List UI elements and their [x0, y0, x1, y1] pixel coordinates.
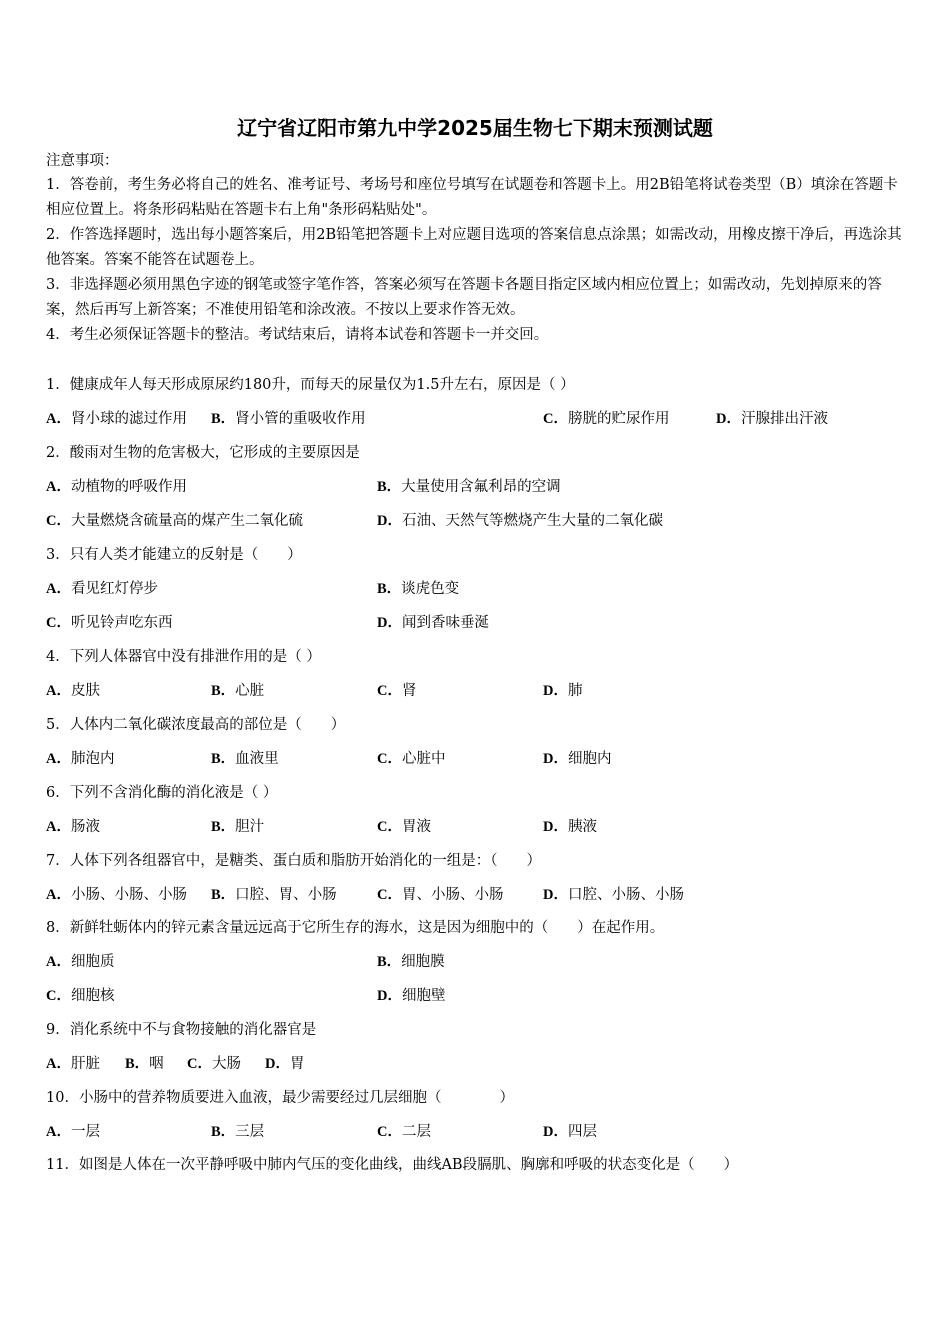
option-label: C．	[543, 411, 568, 427]
question-4-option-b[interactable]	[211, 681, 264, 701]
question-5-option-d[interactable]	[543, 749, 611, 769]
question-2-option-d[interactable]	[377, 511, 663, 531]
question-3-option-c[interactable]	[46, 613, 172, 633]
option-text: 胆汁	[235, 819, 265, 835]
question-6-option-d[interactable]	[543, 817, 597, 837]
option-text: 胃	[289, 1056, 305, 1072]
option-label: C．	[187, 1056, 212, 1072]
option-text: 胃、小肠、小肠	[401, 887, 504, 903]
option-label: C．	[377, 751, 402, 767]
question-9-option-b[interactable]	[125, 1054, 164, 1074]
question-7-option-d[interactable]	[543, 885, 684, 905]
question-8-option-b[interactable]	[377, 952, 445, 972]
option-text: 肺	[567, 683, 583, 699]
question-5-option-b[interactable]	[211, 749, 279, 769]
notice-item-2: 2．作答选择题时，选出每小题答案后，用2B铅笔把答题卡上对应题目选项的答案信息点涂黑；如需改动，用橡皮擦干净后，再选涂其他答案。答案不能答在试题卷上。	[46, 227, 902, 268]
option-label: A．	[46, 751, 71, 767]
option-label: C．	[46, 513, 71, 529]
question-5-option-c[interactable]	[377, 749, 445, 769]
notice-item-3: 3．非选择题必须用黑色字迹的钢笔或签字笔作答，答案必须写在答题卡各题目指定区域内相应位置上；如需改动，先划掉原来的答案，然后再写上新答案；不准使用铅笔和涂改液。不按以上要求作答无效。	[46, 277, 882, 318]
question-2-stem: 2．酸雨对生物的危害极大，它形成的主要原因是	[46, 445, 360, 461]
option-label: C．	[46, 988, 71, 1004]
option-text: 膀胱的贮尿作用	[567, 411, 670, 427]
question-4-option-c[interactable]	[377, 681, 416, 701]
option-text: 看见红灯停步	[70, 581, 158, 597]
option-label: D．	[543, 887, 568, 903]
option-label: B．	[377, 479, 402, 495]
option-label: C．	[377, 819, 402, 835]
question-11-stem: 11．如图是人体在一次平静呼吸中肺内气压的变化曲线，曲线AB段膈肌、胸廓和呼吸的状态变化是（ ）	[46, 1157, 739, 1173]
option-text: 肾小球的滤过作用	[70, 411, 187, 427]
question-6-stem: 6．下列不含消化酶的消化液是（ ）	[46, 785, 278, 801]
option-label: B．	[211, 411, 236, 427]
option-label: D．	[543, 683, 568, 699]
question-1-option-b[interactable]	[211, 409, 366, 429]
option-label: C．	[377, 1124, 402, 1140]
option-text: 二层	[401, 1124, 431, 1140]
question-8-option-d[interactable]	[377, 986, 445, 1006]
option-label: A．	[46, 1056, 71, 1072]
option-text: 肾小管的重吸收作用	[235, 411, 366, 427]
option-label: B．	[125, 1056, 150, 1072]
question-9-option-c[interactable]	[187, 1054, 241, 1074]
question-10-option-d[interactable]	[543, 1122, 597, 1142]
question-10-option-c[interactable]	[377, 1122, 431, 1142]
option-text: 胰液	[567, 819, 597, 835]
notice-heading: 注意事项：	[46, 153, 119, 169]
question-4-option-d[interactable]	[543, 681, 582, 701]
question-2-option-b[interactable]	[377, 477, 561, 497]
notice-item-4: 4．考生必须保证答题卡的整洁。考试结束后，请将本试卷和答题卡一并交回。	[46, 327, 549, 343]
option-label: B．	[211, 819, 236, 835]
option-label: C．	[377, 887, 402, 903]
question-5-stem: 5．人体内二氧化碳浓度最高的部位是（ ）	[46, 717, 346, 733]
question-3-option-a[interactable]	[46, 579, 158, 599]
option-text: 口腔、小肠、小肠	[567, 887, 684, 903]
question-10-stem: 10．小肠中的营养物质要进入血液，最少需要经过几层细胞（ ）	[46, 1090, 514, 1106]
option-label: D．	[543, 819, 568, 835]
question-3-option-b[interactable]	[377, 579, 459, 599]
option-text: 四层	[567, 1124, 597, 1140]
question-3-option-d[interactable]	[377, 613, 489, 633]
option-text: 谈虎色变	[401, 581, 460, 597]
option-label: B．	[211, 751, 236, 767]
question-4-stem: 4．下列人体器官中没有排泄作用的是（ ）	[46, 649, 321, 665]
option-label: B．	[211, 683, 236, 699]
question-3-stem: 3．只有人类才能建立的反射是（ ）	[46, 547, 302, 563]
option-text: 细胞核	[70, 988, 115, 1004]
question-1-option-a[interactable]	[46, 409, 187, 429]
option-label: D．	[377, 615, 402, 631]
question-7-option-c[interactable]	[377, 885, 503, 905]
question-1-option-d[interactable]	[716, 409, 828, 429]
option-label: B．	[211, 887, 236, 903]
option-text: 皮肤	[70, 683, 100, 699]
option-text: 细胞膜	[401, 954, 445, 970]
question-8-option-a[interactable]	[46, 952, 114, 972]
question-7-option-a[interactable]	[46, 885, 187, 905]
option-text: 小肠、小肠、小肠	[70, 887, 187, 903]
option-label: B．	[211, 1124, 236, 1140]
option-text: 肺泡内	[70, 751, 115, 767]
question-10-option-a[interactable]	[46, 1122, 100, 1142]
question-2-option-c[interactable]	[46, 511, 303, 531]
option-text: 大量使用含氟利昂的空调	[401, 479, 561, 495]
question-9-option-d[interactable]	[265, 1054, 304, 1074]
option-text: 大肠	[211, 1056, 241, 1072]
question-1-option-c[interactable]	[543, 409, 669, 429]
notice-item-1: 1．答卷前，考生务必将自己的姓名、准考证号、考场号和座位号填写在试题卷和答题卡上。用2B铅笔将试卷类型（B）填涂在答题卡相应位置上。将条形码粘贴在答题卡右上角"条形码粘贴处"。	[46, 177, 898, 218]
option-text: 细胞内	[567, 751, 612, 767]
question-9-option-a[interactable]	[46, 1054, 100, 1074]
option-label: A．	[46, 683, 71, 699]
option-text: 胃液	[401, 819, 431, 835]
question-8-option-c[interactable]	[46, 986, 114, 1006]
option-text: 汗腺排出汗液	[740, 411, 828, 427]
option-text: 咽	[149, 1056, 164, 1072]
page-title: 辽宁省辽阳市第九中学2025届生物七下期末预测试题	[237, 116, 713, 140]
question-6-option-a[interactable]	[46, 817, 100, 837]
option-text: 动植物的呼吸作用	[70, 479, 187, 495]
option-text: 肾	[401, 683, 417, 699]
question-1-stem: 1．健康成年人每天形成原尿约180升，而每天的尿量仅为1.5升左右，原因是（ ）	[46, 377, 575, 393]
option-label: B．	[377, 954, 402, 970]
question-7-stem: 7．人体下列各组器官中，是糖类、蛋白质和脂肪开始消化的一组是：（ ）	[46, 853, 541, 869]
option-text: 血液里	[235, 751, 279, 767]
option-label: A．	[46, 411, 71, 427]
option-text: 肠液	[70, 819, 100, 835]
option-text: 石油、天然气等燃烧产生大量的二氧化碳	[401, 513, 663, 529]
question-10-option-b[interactable]	[211, 1122, 264, 1142]
option-label: B．	[377, 581, 402, 597]
question-6-option-c[interactable]	[377, 817, 431, 837]
question-6-option-b[interactable]	[211, 817, 264, 837]
question-9-stem: 9．消化系统中不与食物接触的消化器官是	[46, 1022, 317, 1038]
question-2-option-a[interactable]	[46, 477, 187, 497]
option-label: D．	[377, 988, 402, 1004]
question-4-option-a[interactable]	[46, 681, 100, 701]
option-text: 细胞壁	[401, 988, 446, 1004]
option-text: 听见铃声吃东西	[70, 615, 173, 631]
option-label: A．	[46, 954, 71, 970]
option-label: C．	[46, 615, 71, 631]
option-text: 闻到香味垂涎	[401, 615, 489, 631]
option-label: C．	[377, 683, 402, 699]
option-label: D．	[265, 1056, 290, 1072]
option-label: A．	[46, 479, 71, 495]
option-label: D．	[543, 751, 568, 767]
option-label: A．	[46, 887, 71, 903]
option-text: 心脏	[235, 683, 265, 699]
option-label: D．	[716, 411, 741, 427]
question-5-option-a[interactable]	[46, 749, 114, 769]
option-label: A．	[46, 819, 71, 835]
option-text: 大量燃烧含硫量高的煤产生二氧化硫	[70, 513, 303, 529]
question-8-stem: 8．新鲜牡蛎体内的锌元素含量远远高于它所生存的海水，这是因为细胞中的（ ）在起作用。	[46, 920, 665, 936]
option-label: A．	[46, 581, 71, 597]
option-text: 口腔、胃、小肠	[235, 887, 337, 903]
option-text: 一层	[70, 1124, 100, 1140]
option-label: D．	[377, 513, 402, 529]
option-label: A．	[46, 1124, 71, 1140]
option-label: D．	[543, 1124, 568, 1140]
option-text: 细胞质	[70, 954, 115, 970]
option-text: 肝脏	[70, 1056, 100, 1072]
question-7-option-b[interactable]	[211, 885, 337, 905]
option-text: 心脏中	[401, 751, 446, 767]
option-text: 三层	[235, 1124, 265, 1140]
